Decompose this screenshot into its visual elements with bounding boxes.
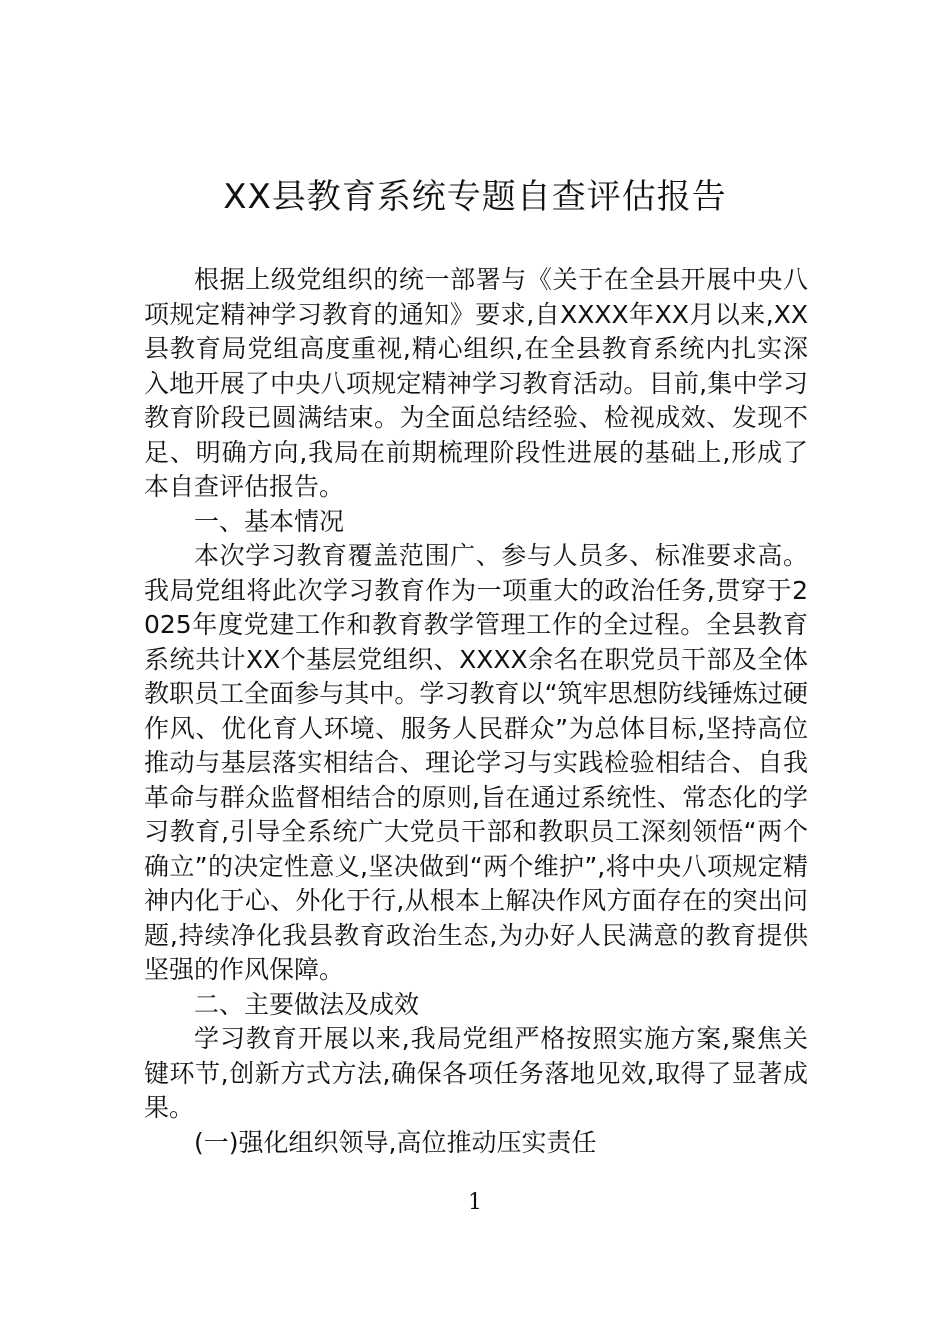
subsection-heading-organization: (一)强化组织领导,高位推动压实责任: [194, 1127, 597, 1157]
document-title: XX县教育系统专题自查评估报告: [223, 177, 727, 217]
intro-paragraph: 根据上级党组织的统一部署与《关于在全县开展中央八项规定精神学习教育的通知》要求,自XXXX年XX月以来,XX县教育局党组高度重视,精心组织,在全县教育系统内扎实深入地开展了中央八项规定精神学习教育活动。目前,集中学习教育阶段已圆满结束。为全面总结经验、检视成效、发现不足、明确方向,我局在前期梳理阶段性进展的基础上,形成了本自查评估报告。: [144, 265, 808, 501]
section-heading-main-practices: 二、主要做法及成效: [194, 989, 420, 1019]
section-paragraph-main-practices: 学习教育开展以来,我局党组严格按照实施方案,聚焦关键环节,创新方式方法,确保各项任务落地见效,取得了显著成果。: [144, 1024, 808, 1122]
page-number: 1: [468, 1190, 482, 1215]
section-paragraph-basic-situation: 本次学习教育覆盖范围广、参与人员多、标准要求高。我局党组将此次学习教育作为一项重大的政治任务,贯穿于2025年度党建工作和教育教学管理工作的全过程。全县教育系统共计XX个基层党组织、XXXX余名在职党员干部及全体教职员工全面参与其中。学习教育以“筑牢思想防线锤炼过硬作风、优化育人环境、服务人民群众”为总体目标,坚持高位推动与基层落实相结合、理论学习与实践检验相结合、自我革命与群众监督相结合的原则,旨在通过系统性、常态化的学习教育,引导全系统广大党员干部和教职员工深刻领悟“两个确立”的决定性意义,坚决做到“两个维护”,将中央八项规定精神内化于心、外化于行,从根本上解决作风方面存在的突出问题,持续净化我县教育政治生态,为办好人民满意的教育提供坚强的作风保障。: [144, 541, 808, 984]
document-body: [144, 263, 808, 1160]
section-heading-basic-situation: 一、基本情况: [194, 506, 345, 536]
